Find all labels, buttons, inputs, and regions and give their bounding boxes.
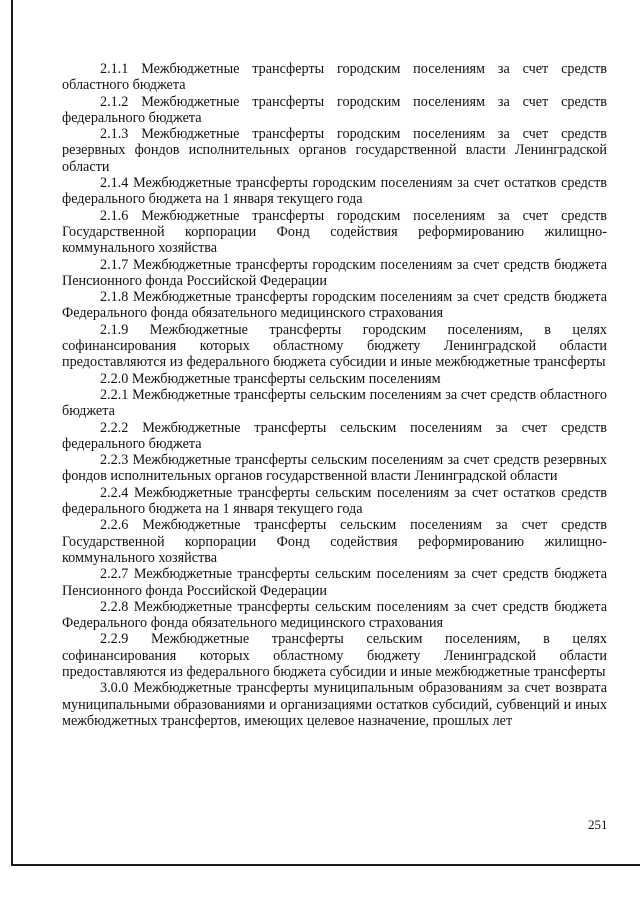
paragraph-2-2-1: 2.2.1 Межбюджетные трансферты сельским поселениям за счет средств областного бюджета (62, 386, 607, 420)
paragraph-2-1-1: 2.1.1 Межбюджетные трансферты городским поселениям за счет средств областного бюджета (62, 61, 607, 94)
paragraph-2-1-8: 2.1.8 Межбюджетные трансферты городским поселениям за счет средств бюджета Федерального фонда обязательного медицинского страхования (62, 289, 607, 322)
paragraph-2-1-7: 2.1.7 Межбюджетные трансферты городским поселениям за счет средств бюджета Пенсионного фонда Российской Федерации (62, 256, 607, 289)
paragraph-2-2-7: 2.2.7 Межбюджетные трансферты сельским поселениям за счет средств бюджета Пенсионного фонда Российской Федерации (62, 566, 607, 599)
paragraph-2-2-3: 2.2.3 Межбюджетные трансферты сельским поселениям за счет средств резервных фондов исполнительных органов государственной власти Ленинградской области (62, 452, 607, 485)
paragraph-3-0-0: 3.0.0 Межбюджетные трансферты муниципальным образованиям за счет возврата муниципальными образованиями и организациями остатков субсидий, субвенций и иных межбюджетных трансфертов, имеющих целевое назначение, прошлых лет (62, 680, 607, 729)
document-body (62, 61, 607, 729)
paragraph-2-2-4: 2.2.4 Межбюджетные трансферты сельским поселениям за счет остатков средств федерального бюджета на 1 января текущего года (62, 484, 607, 518)
page-number: 251 (588, 817, 608, 832)
scan-border-bottom (11, 864, 640, 866)
paragraph-2-1-4: 2.1.4 Межбюджетные трансферты городским поселениям за счет остатков средств федерального бюджета на 1 января текущего года (62, 175, 607, 208)
paragraph-2-2-0: 2.2.0 Межбюджетные трансферты сельским поселениям (100, 370, 441, 387)
paragraph-2-1-6: 2.1.6 Межбюджетные трансферты городским поселениям за счет средств Государственной корпорации Фонд содействия реформированию жилищно-коммунального хозяйства (62, 207, 607, 257)
scan-border-left (11, 0, 13, 866)
paragraph-2-1-2: 2.1.2 Межбюджетные трансферты городским поселениям за счет средств федерального бюджета (62, 93, 607, 126)
paragraph-2-1-3: 2.1.3 Межбюджетные трансферты городским поселениям за счет средств резервных фондов исполнительных органов государственной власти Ленинградской области (62, 126, 607, 175)
paragraph-2-2-2: 2.2.2 Межбюджетные трансферты сельским поселениям за счет средств федерального бюджета (62, 419, 607, 452)
paragraph-2-1-9: 2.1.9 Межбюджетные трансферты городским поселениям, в целях софинансирования которых областному бюджету Ленинградской области предоставляются из федерального бюджета субсидии и иные межбюджетные трансферты (62, 321, 607, 371)
paragraph-2-2-9: 2.2.9 Межбюджетные трансферты сельским поселениям, в целях софинансирования которых областному бюджету Ленинградской области предоставляются из федерального бюджета субсидии и иные межбюджетные трансферты (62, 631, 607, 680)
paragraph-2-2-6: 2.2.6 Межбюджетные трансферты сельским поселениям за счет средств Государственной корпорации Фонд содействия реформированию жилищно-коммунального хозяйства (62, 517, 607, 566)
paragraph-2-2-8: 2.2.8 Межбюджетные трансферты сельским поселениям за счет средств бюджета Федерального фонда обязательного медицинского страхования (62, 598, 607, 632)
